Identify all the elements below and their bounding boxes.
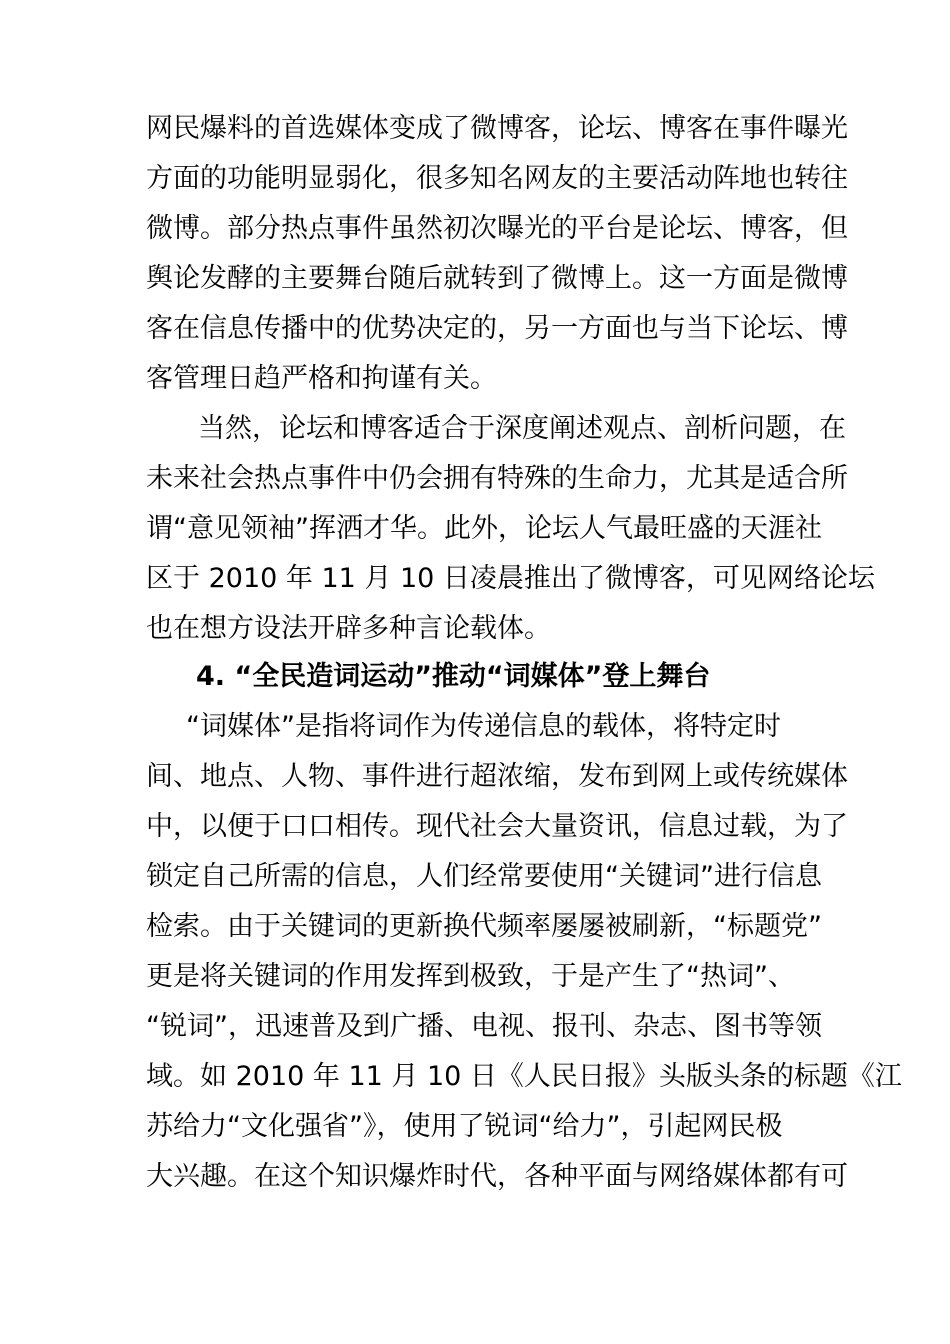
text-line: 也在想方设法开辟多种言论载体。 <box>146 613 551 644</box>
section-heading: 4. “全民造词运动”推动“词媒体”登上舞台 <box>196 661 711 692</box>
text-line: 客管理日趋严格和拘谨有关。 <box>146 363 497 394</box>
text-line: 客在信息传播中的优势决定的，另一方面也与当下论坛、博 <box>146 313 848 344</box>
text-line: 舆论发酵的主要舞台随后就转到了微博上。这一方面是微博 <box>146 263 848 294</box>
text-line: 域。如 2010 年 11 月 10 日《人民日报》头版头条的标题《江 <box>146 1061 902 1092</box>
text-line: 更是将关键词的作用发挥到极致，于是产生了“热词”、 <box>146 961 795 992</box>
text-line: 网民爆料的首选媒体变成了微博客，论坛、博客在事件曝光 <box>146 113 848 144</box>
text-line: 苏给力“文化强省”》，使用了锐词“给力”，引起网民极 <box>146 1111 783 1142</box>
text-line: 区于 2010 年 11 月 10 日凌晨推出了微博客，可见网络论坛 <box>146 563 875 594</box>
text-line: 方面的功能明显弱化，很多知名网友的主要活动阵地也转往 <box>146 163 848 194</box>
text-line: 微博。部分热点事件虽然初次曝光的平台是论坛、博客，但 <box>146 213 848 244</box>
text-line: 未来社会热点事件中仍会拥有特殊的生命力，尤其是适合所 <box>146 463 848 494</box>
text-line: “锐词”，迅速普及到广播、电视、报刊、杂志、图书等领 <box>146 1011 822 1042</box>
text-line: 大兴趣。在这个知识爆炸时代，各种平面与网络媒体都有可 <box>146 1161 848 1192</box>
text-line: 锁定自己所需的信息，人们经常要使用“关键词”进行信息 <box>146 861 822 892</box>
text-line: “词媒体”是指将词作为传递信息的载体，将特定时 <box>186 711 781 742</box>
text-line: 谓“意见领袖”挥洒才华。此外，论坛人气最旺盛的天涯社 <box>146 513 822 544</box>
text-line: 间、地点、人物、事件进行超浓缩，发布到网上或传统媒体 <box>146 761 848 792</box>
text-line: 当然，论坛和博客适合于深度阐述观点、剖析问题，在 <box>198 413 846 444</box>
text-line: 检索。由于关键词的更新换代频率屡屡被刷新，“标题党” <box>146 911 822 942</box>
text-line: 中，以便于口口相传。现代社会大量资讯，信息过载，为了 <box>146 811 848 842</box>
